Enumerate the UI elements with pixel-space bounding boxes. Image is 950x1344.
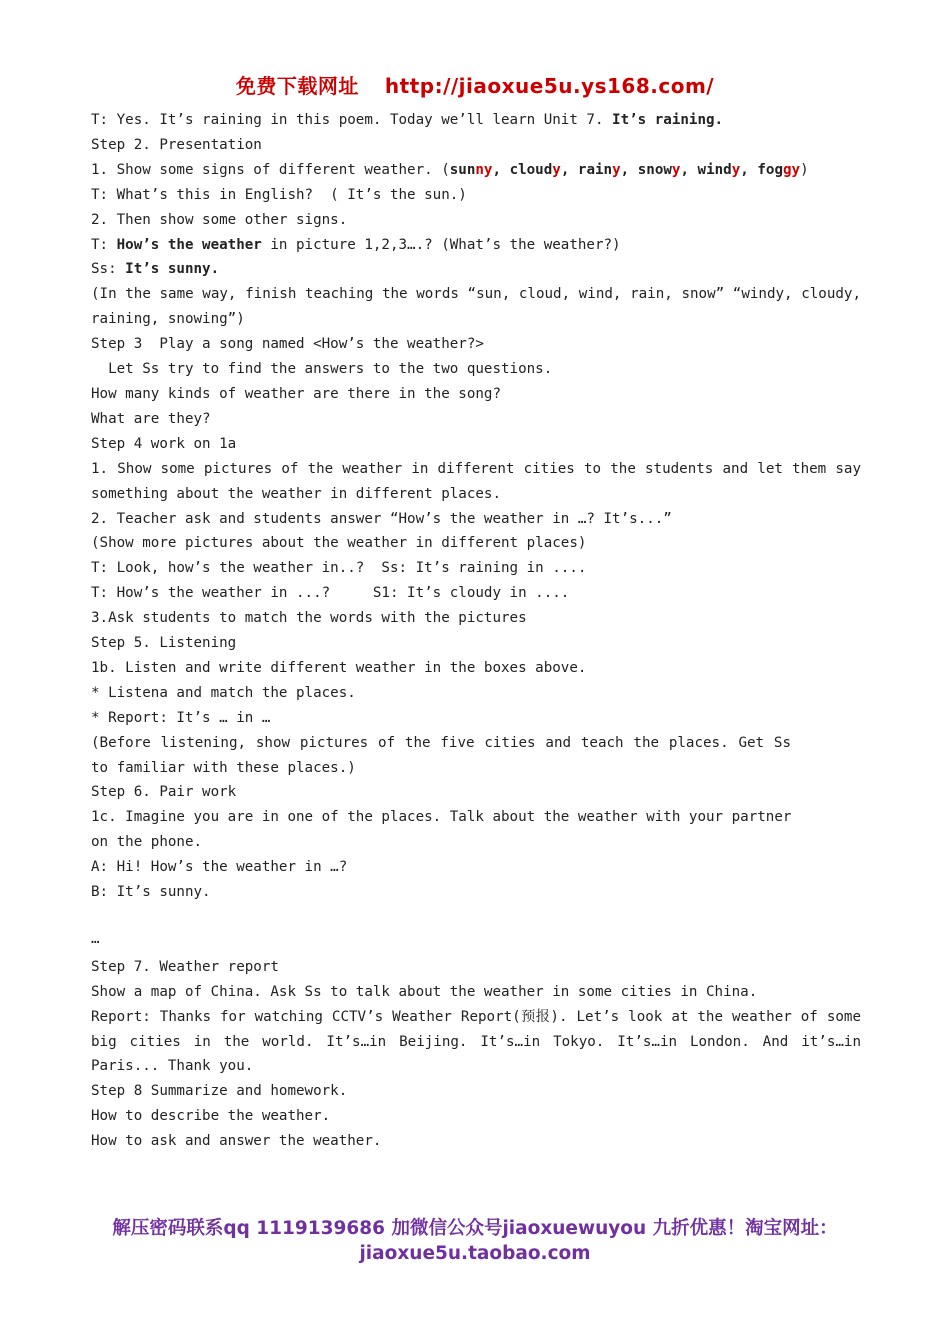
paragraph: Report: Thanks for watching CCTV’s Weather Report(预报). Let’s look at the weather of some big cities in the world. It’s…in Beijing. It’s…in Tokyo. It’s…in London. And it’s…in Paris... Thank you. bbox=[91, 1008, 861, 1075]
text-line: Let Ss try to find the answers to the two questions. bbox=[91, 361, 553, 378]
text-line: T: Look, how’s the weather in..? Ss: It’s raining in .... bbox=[91, 560, 587, 577]
header-label: 免费下载网址 bbox=[235, 74, 359, 98]
text-line: (Show more pictures about the weather in different places) bbox=[91, 535, 587, 552]
text-line: 2. Teacher ask and students answer “How’s the weather in …? It’s...” bbox=[91, 510, 672, 527]
text-line: T: How’s the weather in picture 1,2,3….? (What’s the weather?) bbox=[91, 236, 621, 253]
text-line: How to ask and answer the weather. bbox=[91, 1133, 382, 1150]
step-heading: Step 7. Weather report bbox=[91, 958, 279, 975]
step-heading: Step 8 Summarize and homework. bbox=[91, 1083, 348, 1100]
lesson-body bbox=[91, 108, 861, 1154]
text-line: Ss: It’s sunny. bbox=[91, 261, 220, 278]
header-url-link[interactable]: http://jiaoxue5u.ys168.com/ bbox=[384, 74, 715, 98]
page-header bbox=[0, 70, 950, 99]
text-line: B: It’s sunny. bbox=[91, 884, 211, 901]
paragraph: (In the same way, finish teaching the words “sun, cloud, wind, rain, snow” “windy, cloudy, raining, snowing”) bbox=[91, 286, 861, 328]
text-line: 2. Then show some other signs. bbox=[91, 211, 348, 228]
text-line: T: What’s this in English? ( It’s the sun.) bbox=[91, 186, 467, 203]
text-line: Show a map of China. Ask Ss to talk about the weather in some cities in China. bbox=[91, 983, 758, 1000]
text-line: * Listena and match the places. bbox=[91, 684, 356, 701]
step-heading: Step 4 work on 1a bbox=[91, 435, 237, 452]
text-line: 1b. Listen and write different weather in the boxes above. bbox=[91, 659, 587, 676]
text-line: How many kinds of weather are there in the song? bbox=[91, 385, 501, 402]
text-line: T: Yes. It’s raining in this poem. Today we’ll learn Unit 7. It’s raining. bbox=[91, 112, 724, 128]
text-line: * Report: It’s … in … bbox=[91, 709, 271, 726]
text-line: A: Hi! How’s the weather in …? bbox=[91, 859, 348, 876]
paragraph: (Before listening, show pictures of the five cities and teach the places. Get Ss to familiar with these places.) bbox=[91, 734, 791, 776]
step-heading: Step 5. Listening bbox=[91, 635, 237, 652]
step-heading: Step 6. Pair work bbox=[91, 784, 237, 801]
step-heading: Step 3 Play a song named <How’s the weather?> bbox=[91, 336, 484, 353]
text-line: T: How’s the weather in ...? S1: It’s cloudy in .... bbox=[91, 585, 570, 602]
text-line: 1. Show some signs of different weather. (sunny, cloudy, rainy, snowy, windy, foggy) bbox=[91, 161, 809, 178]
text-line: on the phone. bbox=[91, 834, 203, 851]
text-line: … bbox=[91, 930, 100, 947]
text-line: What are they? bbox=[91, 410, 211, 427]
text-line: 3.Ask students to match the words with the pictures bbox=[91, 610, 527, 627]
page-footer: 解压密码联系qq 1119139686 加微信公众号jiaoxuewuyou 九折优惠！淘宝网址：jiaoxue5u.taobao.com bbox=[112, 1218, 838, 1264]
text-line: How to describe the weather. bbox=[91, 1108, 331, 1125]
text-line: 1c. Imagine you are in one of the places. Talk about the weather with your partner bbox=[91, 809, 792, 826]
step-heading: Step 2. Presentation bbox=[91, 136, 262, 153]
paragraph: 1. Show some pictures of the weather in different cities to the students and let them say something about the weather in different places. bbox=[91, 460, 861, 502]
